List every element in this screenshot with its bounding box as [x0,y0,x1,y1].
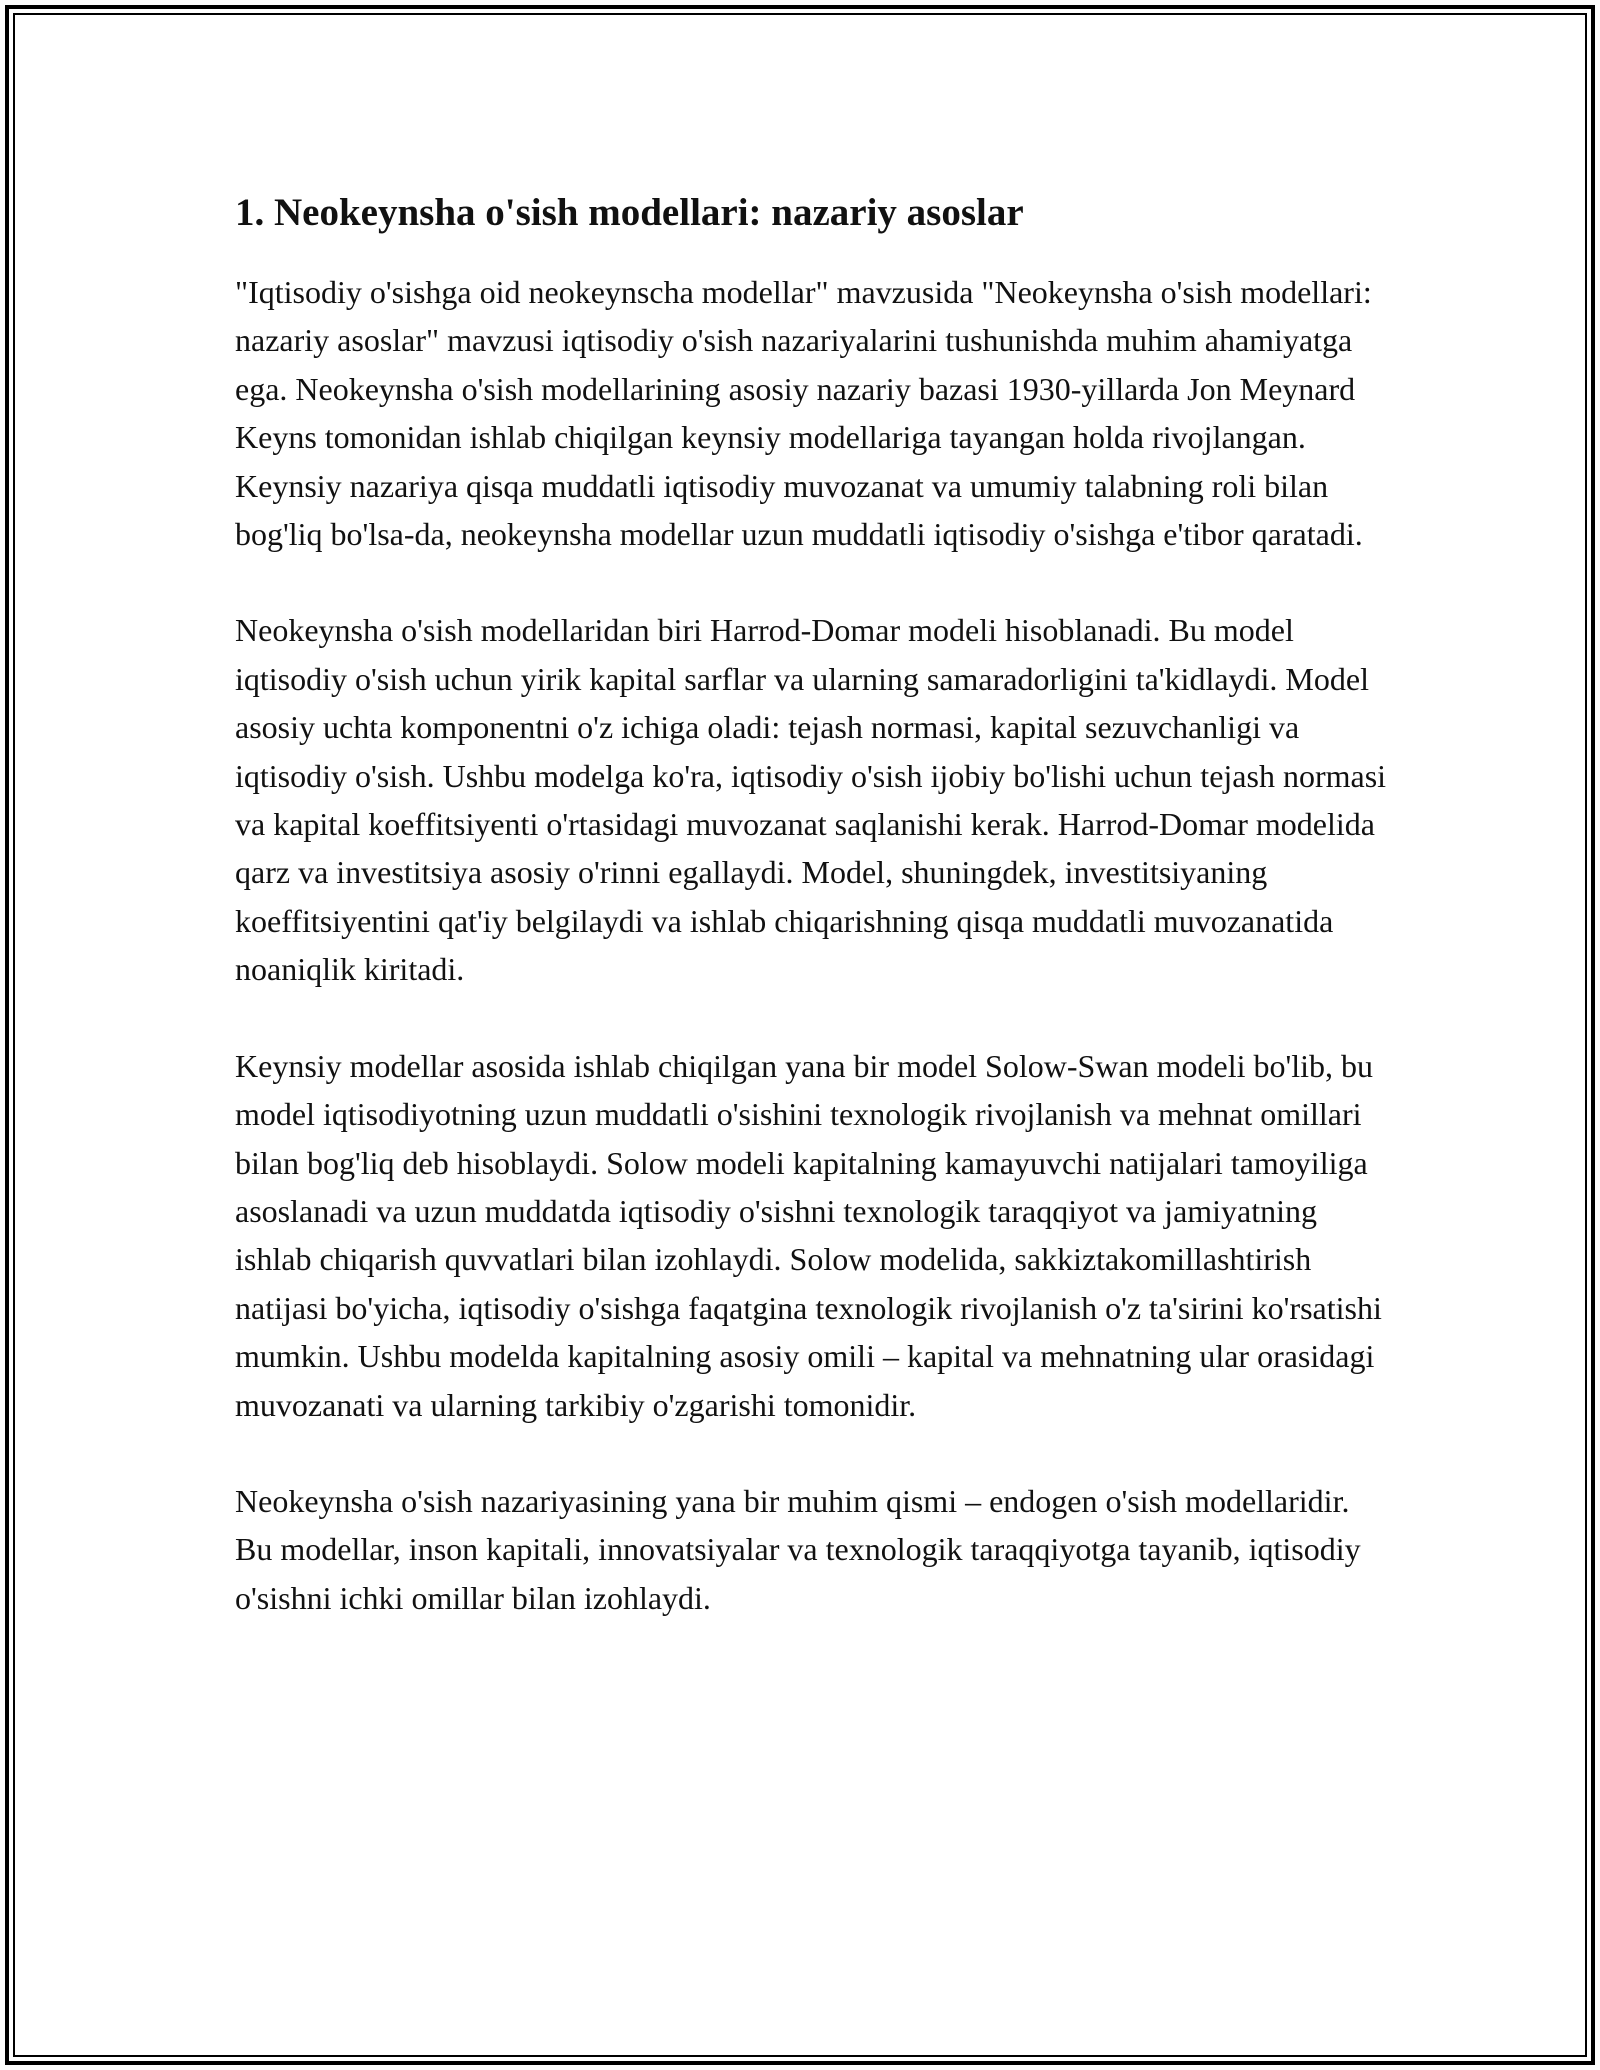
section-heading: 1. Neokeynsha o'sish modellari: nazariy asoslar [235,191,1024,234]
paragraph-solow-swan: Keynsiy modellar asosida ishlab chiqilgan yana bir model Solow-Swan modeli bo'lib, bu model iqtisodiyotning uzun muddatli o'sishini texnologik rivojlanish va mehnat omillari bilan bog'liq deb hisoblaydi. Solow modeli kapitalning kamayuvchi natijalari tamoyiliga asoslanadi va uzun muddatda iqtisodiy o'sishni texnologik taraqqiyot va jamiyatning ishlab chiqarish quvvatlari bilan izohlaydi. Solow modelida, sakkiztakomillashtirish natijasi bo'yicha, iqtisodiy o'sishga faqatgina texnologik rivojlanish o'z ta'sirini ko'rsatishi mumkin. Ushbu modelda kapitalning asosiy omili – kapital va mehnatning ular orasidagi muvozanati va ularning tarkibiy o'zgarishi tomonidir. [235,1047,1382,1423]
paragraph-endogenous-growth: Neokeynsha o'sish nazariyasining yana bir muhim qismi – endogen o'sish modellaridir. Bu modellar, inson kapitali, innovatsiyalar va texnologik taraqqiyotga tayanib, iqtisodiy o'sishni ichki omillar bilan izohlaydi. [235,1482,1361,1616]
document-body [235,188,1390,1622]
paragraph-intro: "Iqtisodiy o'sishga oid neokeynscha modellar" mavzusida "Neokeynsha o'sish modellari: nazariy asoslar" mavzusi iqtisodiy o'sish nazariyalarini tushunishda muhim ahamiyatga ega. Neokeynsha o'sish modellarining asosiy nazariy bazasi 1930-yillarda Jon Meynard Keyns tomonidan ishlab chiqilgan keynsiy modellariga tayangan holda rivojlangan. Keynsiy nazariya qisqa muddatli iqtisodiy muvozanat va umumiy talabning roli bilan bog'liq bo'lsa-da, neokeynsha modellar uzun muddatli iqtisodiy o'sishga e'tibor qaratadi. [235,274,1372,553]
paragraph-harrod-domar: Neokeynsha o'sish modellaridan biri Harrod-Domar modeli hisoblanadi. Bu model iqtisodiy o'sish uchun yirik kapital sarflar va ularning samaradorligini ta'kidlaydi. Model asosiy uchta komponentni o'z ichiga oladi: tejash normasi, kapital sezuvchanligi va iqtisodiy o'sish. Ushbu modelga ko'ra, iqtisodiy o'sish ijobiy bo'lishi uchun tejash normasi va kapital koeffitsiyenti o'rtasidagi muvozanat saqlanishi kerak. Harrod-Domar modelida qarz va investitsiya asosiy o'rinni egallaydi. Model, shuningdek, investitsiyaning koeffitsiyentini qat'iy belgilaydi va ishlab chiqarishning qisqa muddatli muvozanatida noaniqlik kiritadi. [235,612,1387,988]
